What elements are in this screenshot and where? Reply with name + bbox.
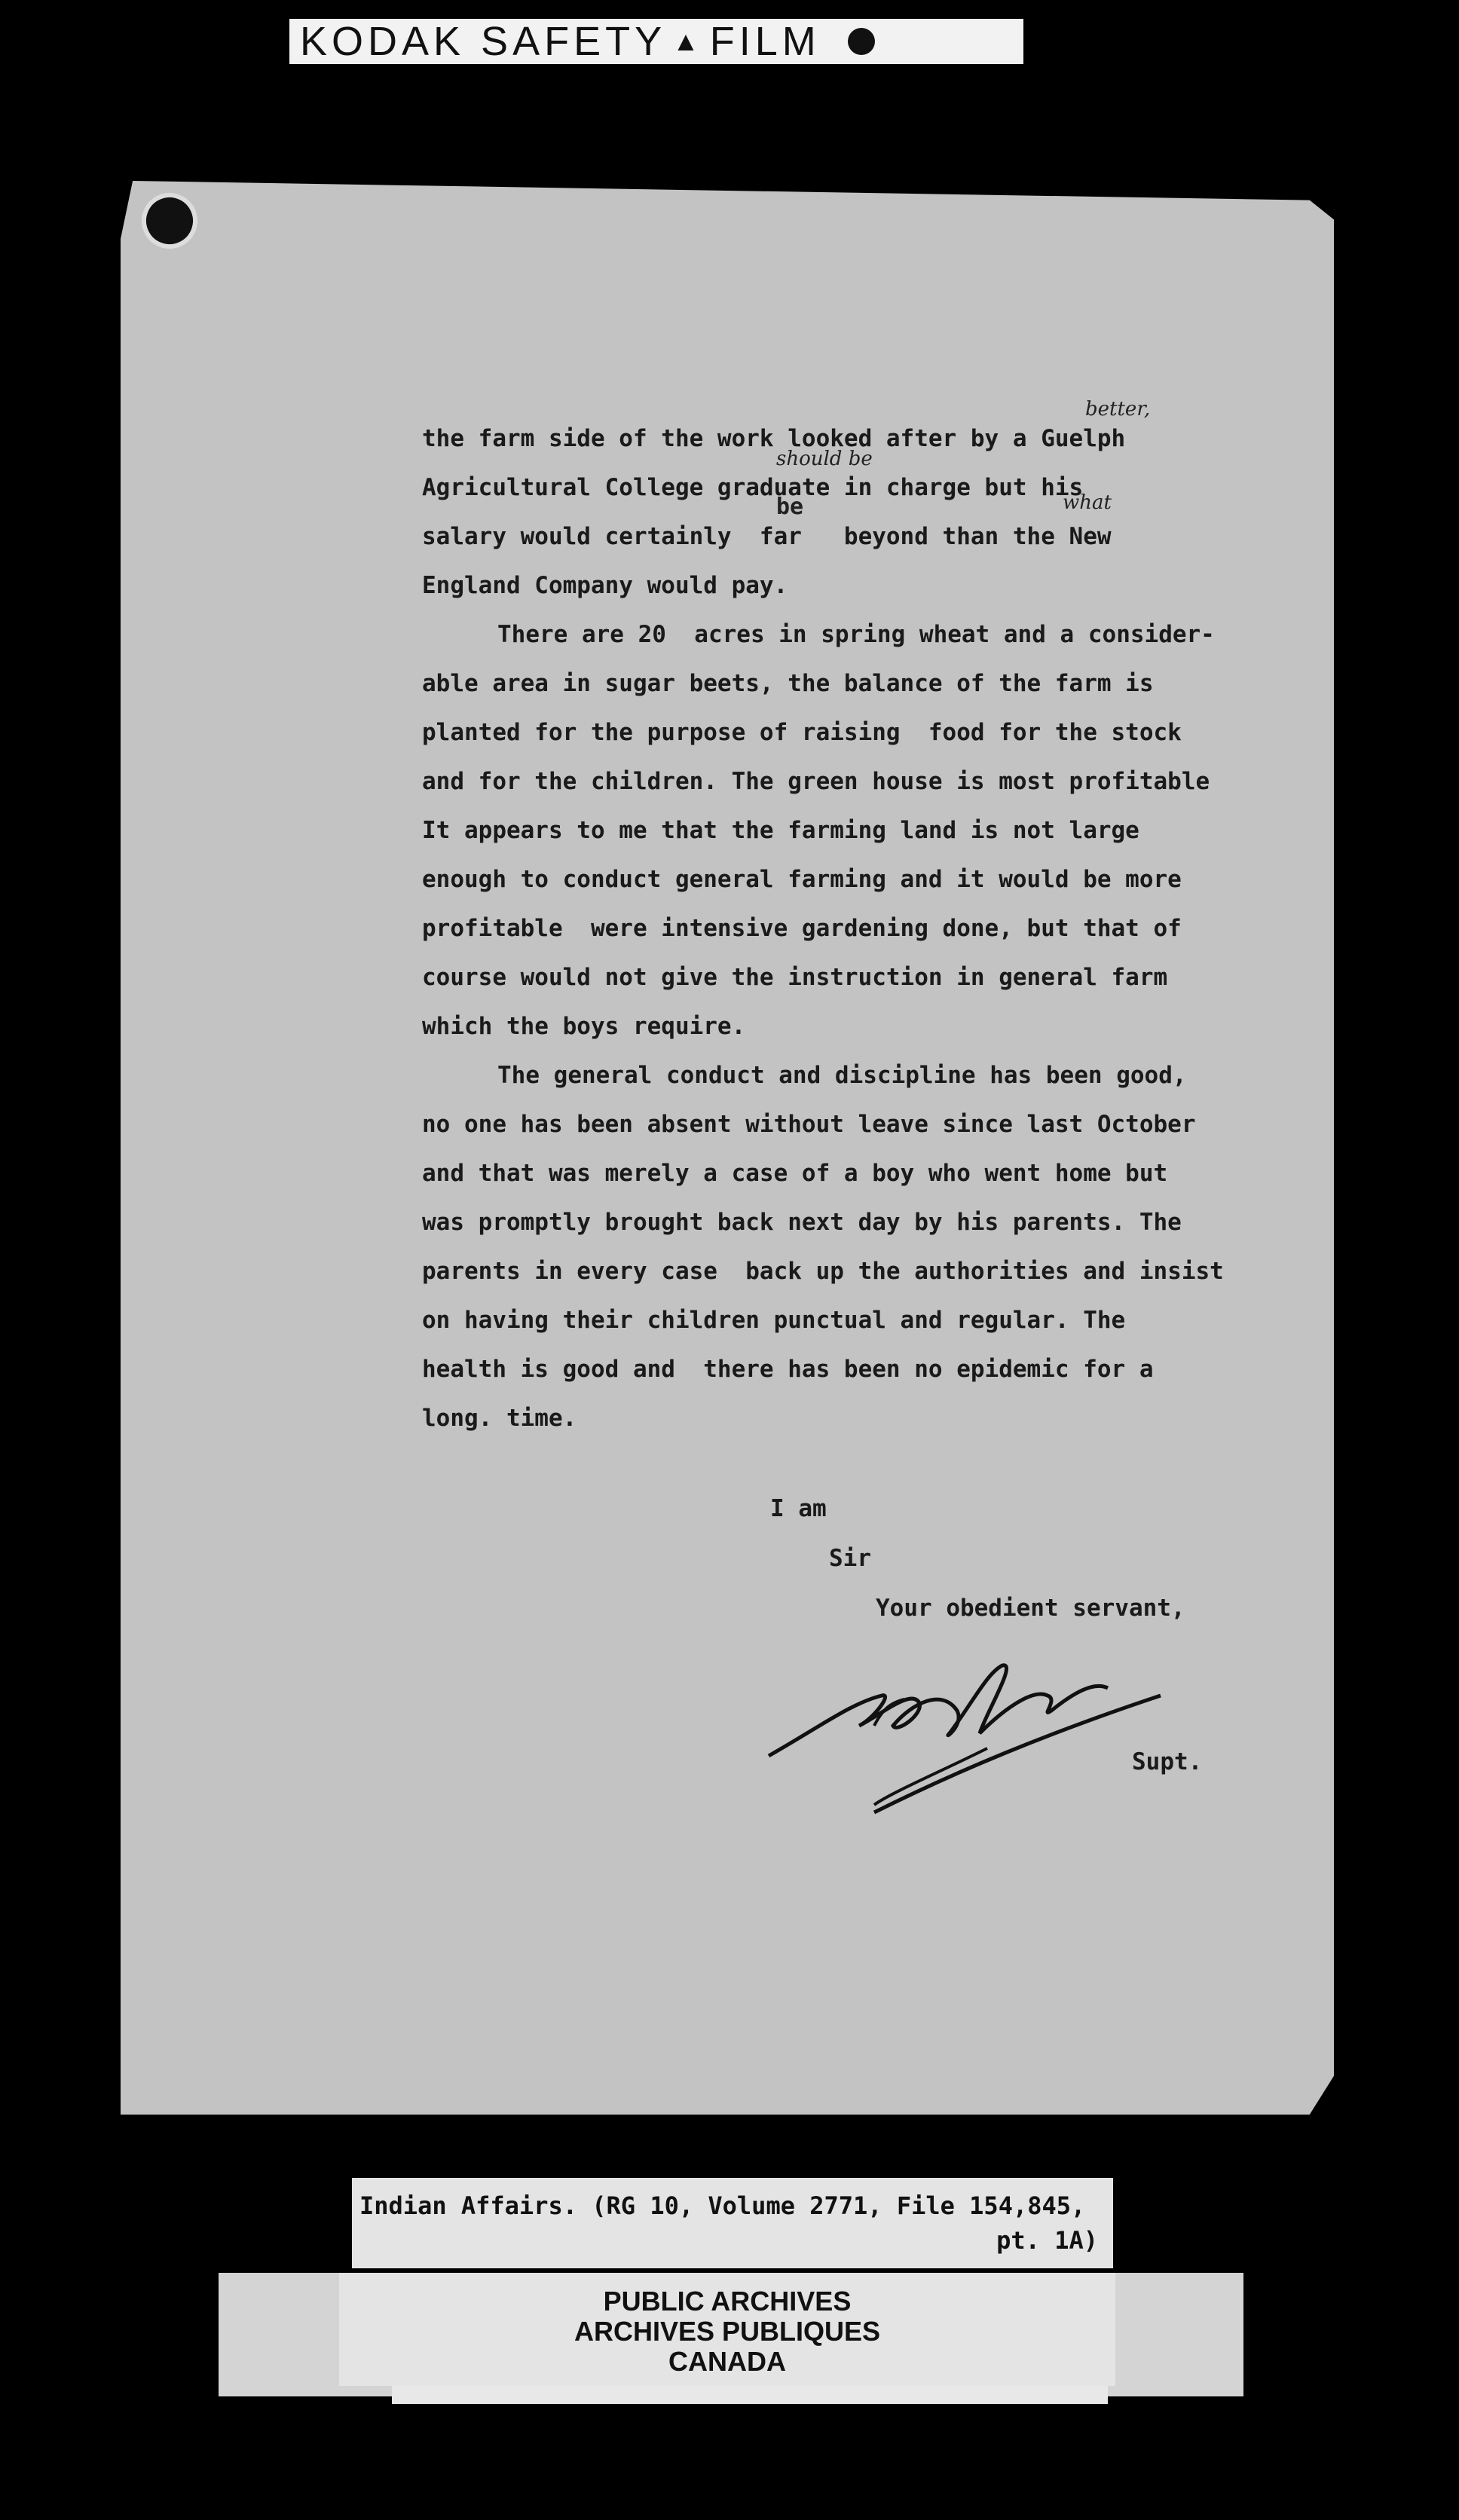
annotation-what: what xyxy=(1063,491,1112,514)
film-edge-marking xyxy=(289,19,1023,64)
text-line: long. time. xyxy=(422,1405,577,1432)
closing-title: Supt. xyxy=(1132,1748,1203,1775)
film-triangle-icon: ▲ xyxy=(672,26,704,57)
text-line: The general conduct and discipline has been good, xyxy=(497,1062,1187,1089)
text-line: on having their children punctual and regular. The xyxy=(422,1307,1126,1334)
text-line: England Company would pay. xyxy=(422,572,788,599)
archive-country: CANADA xyxy=(668,2346,786,2377)
closing-servant: Your obedient servant, xyxy=(876,1595,1185,1622)
text-line: salary would certainly far beyond than the New xyxy=(422,523,1112,550)
text-line: profitable were intensive gardening done, but that of xyxy=(422,915,1182,942)
text-line: and that was merely a case of a boy who went home but xyxy=(422,1160,1168,1187)
signature xyxy=(761,1643,1183,1831)
letter-body xyxy=(422,414,1311,1443)
reference-line-2: pt. 1A) xyxy=(996,2226,1098,2255)
text-line: Agricultural College graduate in charge but his xyxy=(422,474,1084,501)
text-line: able area in sugar beets, the balance of the farm is xyxy=(422,670,1154,697)
reference-label xyxy=(352,2178,1113,2268)
text-line: health is good and there has been no epidemic for a xyxy=(422,1356,1154,1383)
text-line: no one has been absent without leave since last October xyxy=(422,1111,1196,1138)
text-line: course would not give the instruction in general farm xyxy=(422,964,1168,991)
text-line: and for the children. The green house is most profitable xyxy=(422,768,1210,795)
annotation-should-be: should be xyxy=(776,448,873,470)
archive-label xyxy=(339,2273,1115,2386)
archive-org-en: PUBLIC ARCHIVES xyxy=(603,2286,852,2317)
archive-org-fr: ARCHIVES PUBLIQUES xyxy=(574,2316,881,2347)
text-line: There are 20 acres in spring wheat and a consider- xyxy=(497,621,1215,648)
film-type-text: FILM xyxy=(709,19,821,64)
annotation-be: be xyxy=(776,494,804,520)
text-line: enough to conduct general farming and it would be more xyxy=(422,866,1182,893)
text-line: which the boys require. xyxy=(422,1013,746,1040)
annotation-better: better, xyxy=(1085,398,1151,421)
film-brand-text: KODAK SAFETY xyxy=(300,19,667,64)
closing-sir: Sir xyxy=(829,1545,871,1572)
text-line: It appears to me that the farming land is not large xyxy=(422,817,1139,844)
text-line: was promptly brought back next day by his parents. The xyxy=(422,1209,1182,1236)
closing-i-am: I am xyxy=(770,1495,827,1522)
text-line: planted for the purpose of raising food for the stock xyxy=(422,719,1182,746)
film-dot-icon xyxy=(848,28,875,55)
text-line: the farm side of the work looked after by a Guelph xyxy=(422,425,1126,452)
text-line: parents in every case back up the authorities and insist xyxy=(422,1258,1224,1285)
reference-line-1: Indian Affairs. (RG 10, Volume 2771, File 154,845, xyxy=(359,2191,1086,2220)
